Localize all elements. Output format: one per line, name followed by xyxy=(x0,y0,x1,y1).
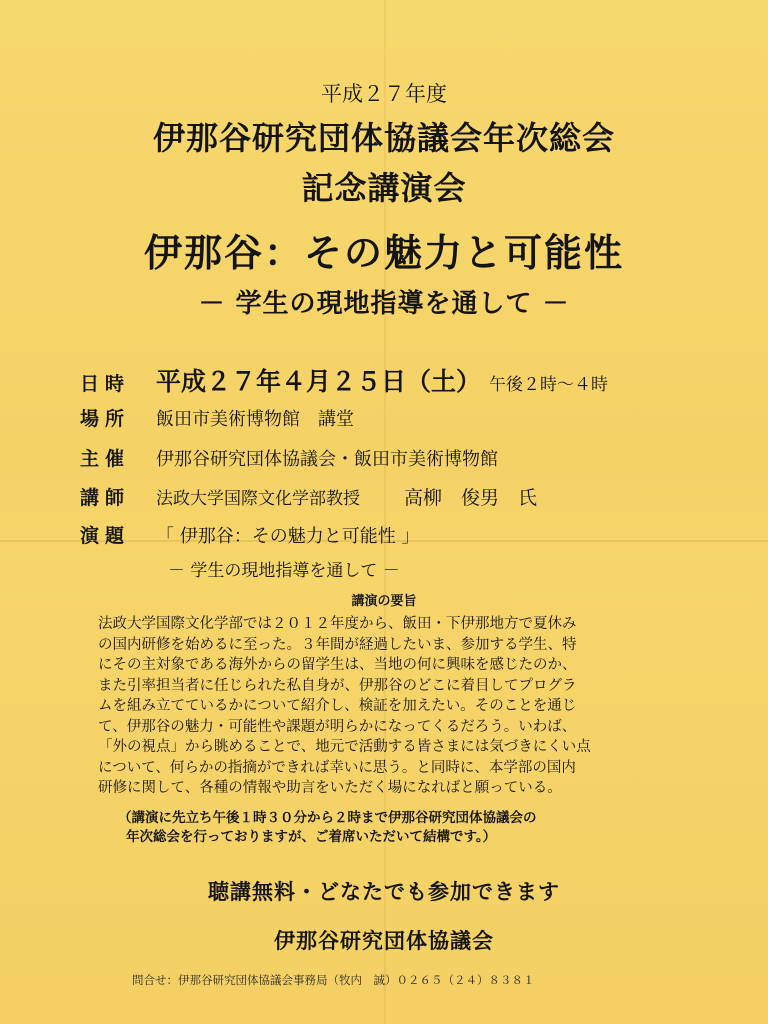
note-line: 年次総会を行っておりますが、ご着席いただいて結構です。） xyxy=(126,829,497,845)
summary-line: 「外の視点」から眺めることで、地元で活動する皆さまには気づきにくい点 xyxy=(98,739,591,755)
speaker-affiliation: 法政大学国際文化学部教授 xyxy=(156,489,360,509)
date-value: 平成２７年４月２５日（土） xyxy=(156,367,482,396)
lecture-title: 伊那谷：その魅力と可能性 xyxy=(143,231,624,275)
summary-line: について、何らかの指摘ができれば幸いに思う。と同時に、本学部の国内 xyxy=(98,759,576,776)
event-year: 平成２７年度 xyxy=(321,82,447,106)
lecture-subtitle: － 学生の現地指導を通して － xyxy=(198,289,570,319)
summary-line: ムを組み立てているかについて紹介し、検証を加えたい。そのことを通じ xyxy=(98,698,577,714)
host-value: 伊那谷研究団体協議会・飯田市美術博物館 xyxy=(156,449,498,470)
topic-value: 「 伊那谷：その魅力と可能性 」 xyxy=(156,526,420,547)
general-meeting-note xyxy=(118,809,537,847)
topic-row xyxy=(80,521,419,548)
note-line: （講演に先立ち午後１時３０分から２時まで伊那谷研究団体協議会の xyxy=(118,810,537,826)
speaker-row xyxy=(80,483,537,510)
organizer-name: 伊那谷研究団体協議会 xyxy=(274,929,494,953)
date-label: 日時 xyxy=(80,373,131,395)
topic-subtitle: － 学生の現地指導を通して － xyxy=(168,561,400,581)
time-value: 午後２時～４時 xyxy=(489,375,609,395)
summary-heading: 講演の要旨 xyxy=(351,594,417,609)
host-label: 主催 xyxy=(80,448,131,470)
summary-line: 法政大学国際文化学部では２０１２年度から、飯田・下伊那地方で夏休み xyxy=(98,616,577,632)
summary-line: の国内研修を始めるに至った。３年間が経過したいま、参加する学生、特 xyxy=(98,636,577,653)
event-title-line1: 伊那谷研究団体協議会年次総会 xyxy=(152,119,615,157)
venue-row xyxy=(80,404,354,431)
summary-line: 研修に関して、各種の情報や助言をいただく場になればと願っている。 xyxy=(98,780,562,796)
contact-info: 問合せ：伊那谷研究団体協議会事務局（牧内 誠）０２６５（２４）８３８１ xyxy=(132,973,535,987)
venue-value: 飯田市美術博物館 講堂 xyxy=(156,409,354,430)
summary-body xyxy=(98,614,668,799)
date-row xyxy=(80,362,608,398)
venue-label: 場所 xyxy=(80,408,131,430)
summary-line: て、伊那谷の魅力・可能性や課題が明らかになってくるだろう。いわば、 xyxy=(98,718,577,735)
event-title-line2: 記念講演会 xyxy=(301,169,467,207)
summary-line: にその主対象である海外からの留学生は、当地の何に興味を感じたのか、 xyxy=(98,657,577,673)
free-admission-notice: 聴講無料・どなたでも参加できます xyxy=(208,880,560,904)
speaker-label: 講師 xyxy=(80,487,131,509)
host-row xyxy=(80,444,498,471)
summary-line: また引率担当者に任じられた私自身が、伊那谷のどこに着目してプログラ xyxy=(98,677,577,694)
speaker-name: 高柳 俊男 氏 xyxy=(404,487,538,509)
topic-label: 演題 xyxy=(80,525,131,547)
